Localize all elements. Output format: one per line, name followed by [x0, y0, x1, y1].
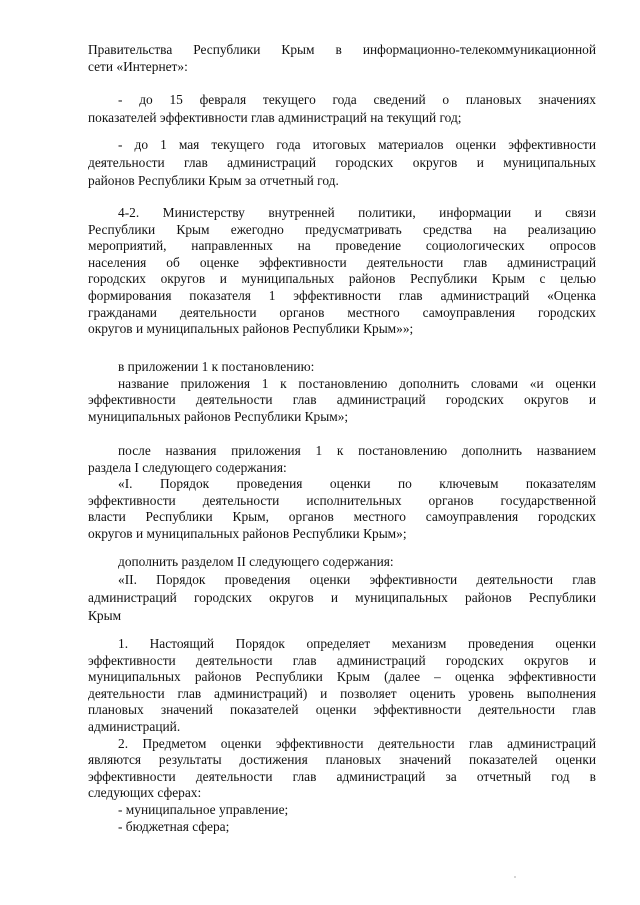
- text-line: после названия приложения 1 к постановлению дополнить названием: [118, 443, 596, 458]
- text-line: округов и муниципальных районов Республики Крым»;: [88, 525, 407, 541]
- text-line: 2. Предметом оценки эффективности деятельности глав администраций: [118, 735, 596, 751]
- text-line: деятельности глав администраций городских округов и муниципальных: [88, 155, 596, 171]
- paragraph-section-2: [88, 554, 596, 625]
- text-line: эффективности деятельности глав администраций городских округов и: [88, 652, 596, 668]
- paragraph-continuation: [88, 42, 596, 75]
- paragraph-appendix-1: [88, 359, 596, 425]
- text-line: следующих сферах:: [88, 785, 202, 801]
- text-line: - до 15 февраля текущего года сведений о плановых значениях: [118, 92, 596, 107]
- text-line: раздела I следующего содержания:: [88, 459, 287, 475]
- paragraph-section-1: [88, 443, 596, 543]
- text-line: мероприятий, направленных на проведение социологических опросов: [88, 238, 596, 254]
- text-line: районов Республики Крым за отчетный год.: [88, 173, 339, 189]
- text-line: власти Республики Крым, органов местного самоуправления городских: [88, 509, 596, 525]
- text-line: деятельности глав администраций) и позволяет оценить уровень выполнения: [88, 685, 596, 701]
- text-line: формирования показателя 1 эффективности глав администраций «Оценка: [88, 287, 596, 303]
- section-heading-line: «II. Порядок проведения оценки эффективности деятельности глав: [118, 571, 596, 587]
- text-line: дополнить разделом II следующего содержания:: [118, 554, 394, 569]
- text-line: муниципальных районов Республики Крым»;: [88, 408, 349, 424]
- text-line: Правительства Республики Крым в информационно-телекоммуникационной: [88, 42, 596, 57]
- text-line: эффективности деятельности глав администраций городских округов и: [88, 392, 596, 408]
- text-line: - до 1 мая текущего года итоговых материалов оценки эффективности: [118, 137, 596, 152]
- text-line: населения об оценке эффективности деятельности глав администраций: [88, 254, 596, 270]
- section-heading-line: администраций городских округов и муниципальных районов Республики: [88, 589, 596, 605]
- text-line: эффективности деятельности глав администраций за отчетный год в: [88, 768, 596, 784]
- paragraph-procedure-items: [88, 636, 596, 835]
- text-line: округов и муниципальных районов Республики Крым»»;: [88, 321, 414, 337]
- text-line: название приложения 1 к постановлению дополнить словами «и оценки: [118, 375, 596, 391]
- text-line: администраций.: [88, 718, 181, 734]
- scan-speck: [514, 876, 516, 878]
- text-line: муниципальных районов Республики Крым (далее – оценка эффективности: [88, 669, 596, 685]
- paragraph-4-2: [88, 205, 596, 338]
- text-line: 1. Настоящий Порядок определяет механизм проведения оценки: [118, 636, 596, 651]
- text-line: сети «Интернет»:: [88, 58, 188, 74]
- text-line: плановых значений показателей оценки эффективности деятельности глав: [88, 702, 596, 718]
- text-line: Республики Крым ежегодно предусматривать средства на реализацию: [88, 221, 596, 237]
- text-line: городских округов и муниципальных районов Республики Крым с целью: [88, 271, 596, 287]
- text-line: гражданами деятельности органов местного самоуправления городских: [88, 304, 596, 320]
- list-item: - бюджетная сфера;: [118, 818, 230, 834]
- text-line: «I. Порядок проведения оценки по ключевым показателям: [118, 476, 596, 492]
- text-line: являются результаты достижения плановых значений показателей оценки: [88, 752, 596, 768]
- text-line: эффективности деятельности исполнительных органов государственной: [88, 492, 596, 508]
- text-line: 4-2. Министерству внутренней политики, информации и связи: [118, 205, 596, 220]
- text-line: в приложении 1 к постановлению:: [118, 359, 315, 374]
- section-heading-line: Крым: [88, 607, 122, 623]
- text-line: показателей эффективности глав администраций на текущий год;: [88, 110, 462, 126]
- paragraph-deadline-may: [88, 136, 596, 191]
- paragraph-deadline-february: [88, 91, 596, 127]
- list-item: - муниципальное управление;: [118, 801, 289, 817]
